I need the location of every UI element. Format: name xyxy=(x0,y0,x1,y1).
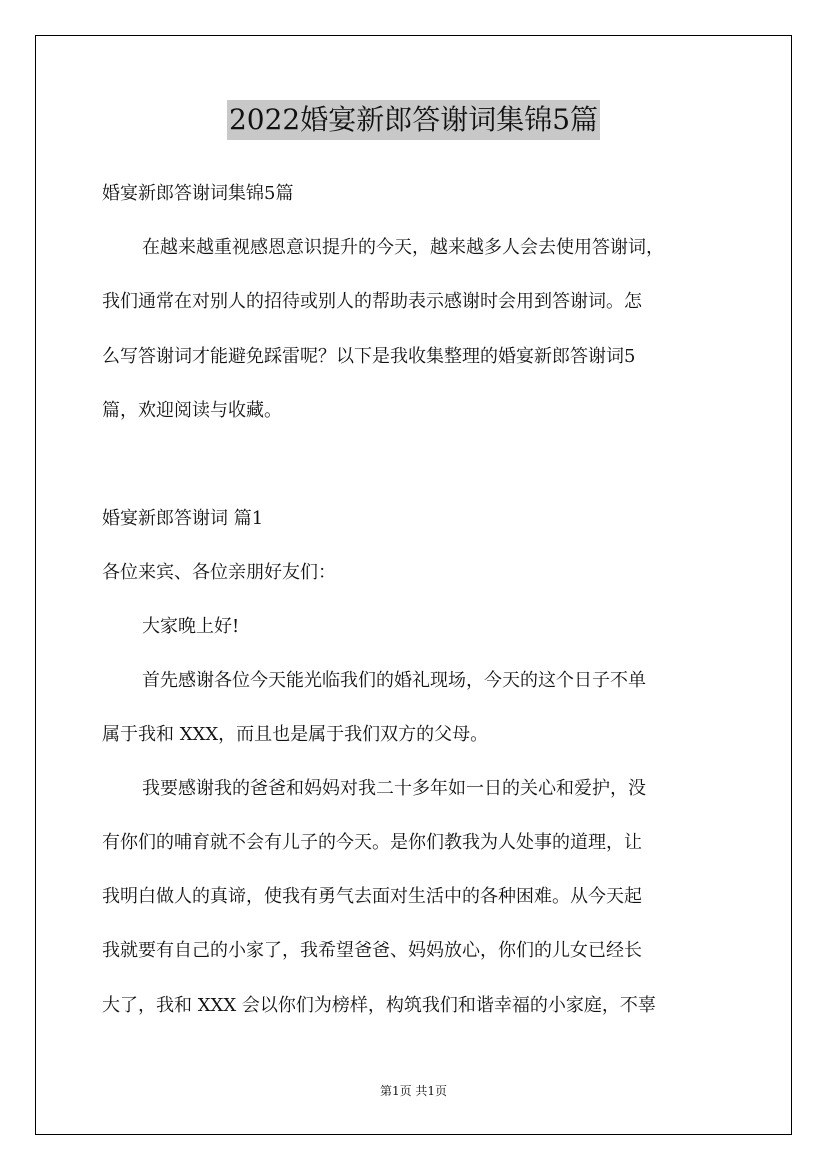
paragraph-line: 属于我和 XXX，而且也是属于我们双方的父母。 xyxy=(102,724,489,745)
salutation: 各位来宾、各位亲朋好友们： xyxy=(102,562,336,583)
paragraph-line: 我要感谢我的爸爸和妈妈对我二十多年如一日的关心和爱护，没 xyxy=(142,778,646,799)
paragraph-line: 我明白做人的真谛，使我有勇气去面对生活中的各种困难。从今天起 xyxy=(102,886,642,907)
paragraph-line: 首先感谢各位今天能光临我们的婚礼现场，今天的这个日子不单 xyxy=(142,670,646,691)
greeting: 大家晚上好! xyxy=(142,616,240,637)
page-footer: 第1页 共1页 xyxy=(379,1084,448,1098)
intro-line: 么写答谢词才能避免踩雷呢？以下是我收集整理的婚宴新郎答谢词5 xyxy=(102,346,636,367)
title-container xyxy=(0,100,827,140)
paragraph-line: 大了，我和 XXX 会以你们为榜样，构筑我们和谐幸福的小家庭，不辜 xyxy=(102,995,656,1016)
document-subtitle: 婚宴新郎答谢词集锦5篇 xyxy=(102,183,294,204)
paragraph-line: 有你们的哺育就不会有儿子的今天。是你们教我为人处事的道理，让 xyxy=(102,832,642,853)
intro-line: 在越来越重视感恩意识提升的今天，越来越多人会去使用答谢词， xyxy=(142,237,664,258)
intro-line: 我们通常在对别人的招待或别人的帮助表示感谢时会用到答谢词。怎 xyxy=(102,291,642,312)
section-heading: 婚宴新郎答谢词 篇1 xyxy=(102,508,264,529)
paragraph-line: 我就要有自己的小家了，我希望爸爸、妈妈放心，你们的儿女已经长 xyxy=(102,940,642,961)
intro-line: 篇，欢迎阅读与收藏。 xyxy=(102,400,282,421)
document-title: 2022婚宴新郎答谢词集锦5篇 xyxy=(227,100,600,140)
